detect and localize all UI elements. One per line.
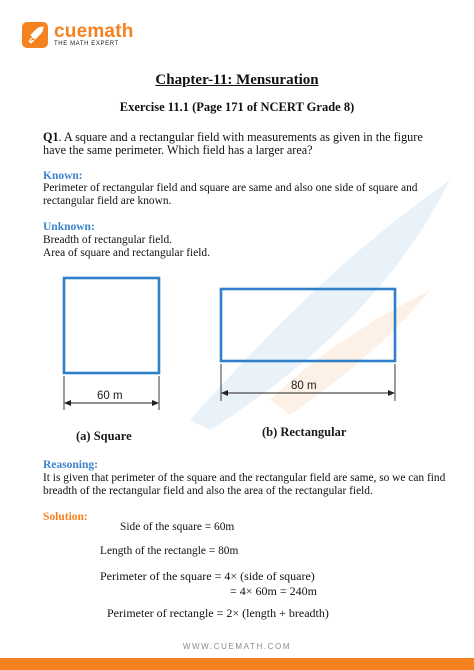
reasoning-line-2: breadth of the rectangular field and also the area of the rectangular field.: [43, 485, 373, 497]
square-side-label: 60 m: [97, 390, 123, 402]
solution-perimeter-square-result: = 4× 60m = 240m: [230, 584, 317, 598]
question-text: . A square and a rectangular field with measurements as given in the figure have the same perimeter. Which field has a larger area?: [43, 130, 423, 157]
logo-tagline: THE MATH EXPERT: [54, 40, 119, 47]
solution-perimeter-square: Perimeter of the square = 4× (side of square): [100, 569, 315, 583]
known-heading: Known:: [43, 170, 83, 182]
known-line-2: rectangular field are known.: [43, 195, 172, 207]
rectangle-shape: [221, 289, 395, 361]
question: [43, 131, 443, 157]
question-number: Q1: [43, 130, 59, 144]
reasoning-heading: Reasoning:: [43, 459, 98, 471]
solution-perimeter-rectangle: Perimeter of rectangle = 2× (length + breadth): [107, 606, 329, 620]
caption-square: (a) Square: [76, 429, 132, 443]
known-line-1: Perimeter of rectangular field and square are same and also one side of square and: [43, 182, 418, 194]
square-shape: [64, 278, 159, 373]
unknown-line-1: Breadth of rectangular field.: [43, 234, 173, 246]
cuemath-logo: [22, 22, 134, 48]
footer-bar: [0, 658, 474, 670]
unknown-heading: Unknown:: [43, 221, 95, 233]
exercise-title: Exercise 11.1 (Page 171 of NCERT Grade 8): [119, 100, 355, 114]
rocket-logo-icon: [22, 22, 48, 48]
footer-url: WWW.CUEMATH.COM: [182, 642, 292, 651]
chapter-title: Chapter-11: Mensuration: [155, 72, 319, 88]
unknown-line-2: Area of square and rectangular field.: [43, 247, 210, 259]
reasoning-line-1: It is given that perimeter of the square and the rectangular field are same, so we can find: [43, 472, 446, 484]
rectangle-length-label: 80 m: [291, 380, 317, 392]
caption-rectangular: (b) Rectangular: [262, 425, 347, 439]
logo-name: cuemath: [54, 20, 134, 42]
solution-heading: Solution:: [43, 511, 88, 523]
solution-length-of-rectangle: Length of the rectangle = 80m: [100, 545, 239, 557]
figure-square-rectangle: [40, 270, 420, 450]
solution-side-of-square: Side of the square = 60m: [120, 521, 235, 533]
